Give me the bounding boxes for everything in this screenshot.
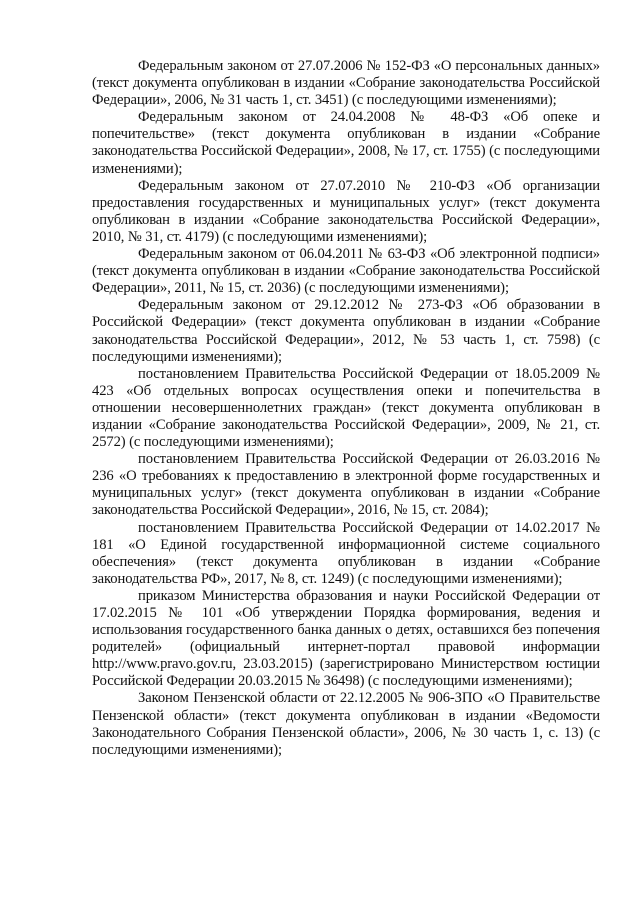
paragraph-regional-law-906: Законом Пензенской области от 22.12.2005 № 906-ЗПО «О Правительстве Пензенской области» (текст документа опубликован в издании «Ведомости Законодательного Собрания Пензенской области», 2006, № 30 часть 1, с. 13) (с последующими изменениями); — [92, 690, 600, 758]
paragraph-decree-181: постановлением Правительства Российской Федерации от 14.02.2017 № 181 «О Единой государственной информационной системе социального обеспечения» (текст документа опубликован в издании «Собрание законодательства РФ», 2017, № 8, ст. 1249) (с последующими изменениями); — [92, 519, 600, 587]
paragraph-law-152: Федеральным законом от 27.07.2006 № 152-ФЗ «О персональных данных» (текст документа опубликован в издании «Собрание законодательства Российской Федерации», 2006, № 31 часть 1, ст. 3451) (с последующими изменениями); — [92, 58, 600, 109]
document-body — [92, 58, 600, 759]
paragraph-decree-236: постановлением Правительства Российской Федерации от 26.03.2016 № 236 «О требованиях к предоставлению в электронной форме государственных и муниципальных услуг» (текст документа опубликован в издании «Собрание законодательства Российской Федерации», 2016, № 15, ст. 2084); — [92, 451, 600, 519]
paragraph-law-63: Федеральным законом от 06.04.2011 № 63-ФЗ «Об электронной подписи» (текст документа опубликован в издании «Собрание законодательства Российской Федерации», 2011, № 15, ст. 2036) (с последующими изменениями); — [92, 246, 600, 297]
paragraph-law-48: Федеральным законом от 24.04.2008 № 48-ФЗ «Об опеке и попечительстве» (текст документа опубликован в издании «Собрание законодательства Российской Федерации», 2008, № 17, ст. 1755) (с последующими изменениями); — [92, 109, 600, 177]
paragraph-order-101: приказом Министерства образования и науки Российской Федерации от 17.02.2015 № 101 «Об утверждении Порядка формирования, ведения и использования государственного банка данных о детях, оставшихся без попечения родителей» (официальный интернет-портал правовой информации http://www.pravo.gov.ru, 23.03.2015) (зарегистрировано Министерством юстиции Российской Федерации 20.03.2015 № 36498) (с последующими изменениями); — [92, 587, 600, 690]
paragraph-law-210: Федеральным законом от 27.07.2010 № 210-ФЗ «Об организации предоставления государственных и муниципальных услуг» (текст документа опубликован в издании «Собрание законодательства Российской Федерации», 2010, № 31, ст. 4179) (с последующими изменениями); — [92, 177, 600, 245]
paragraph-decree-423: постановлением Правительства Российской Федерации от 18.05.2009 № 423 «Об отдельных вопросах осуществления опеки и попечительства в отношении несовершеннолетних граждан» (текст документа опубликован в издании «Собрание законодательства Российской Федерации», 2009, № 21, ст. 2572) (с последующими изменениями); — [92, 365, 600, 451]
paragraph-law-273: Федеральным законом от 29.12.2012 № 273-ФЗ «Об образовании в Российской Федерации» (текст документа опубликован в издании «Собрание законодательства Российской Федерации», 2012, № 53 часть 1, ст. 7598) (с последующими изменениями); — [92, 297, 600, 365]
